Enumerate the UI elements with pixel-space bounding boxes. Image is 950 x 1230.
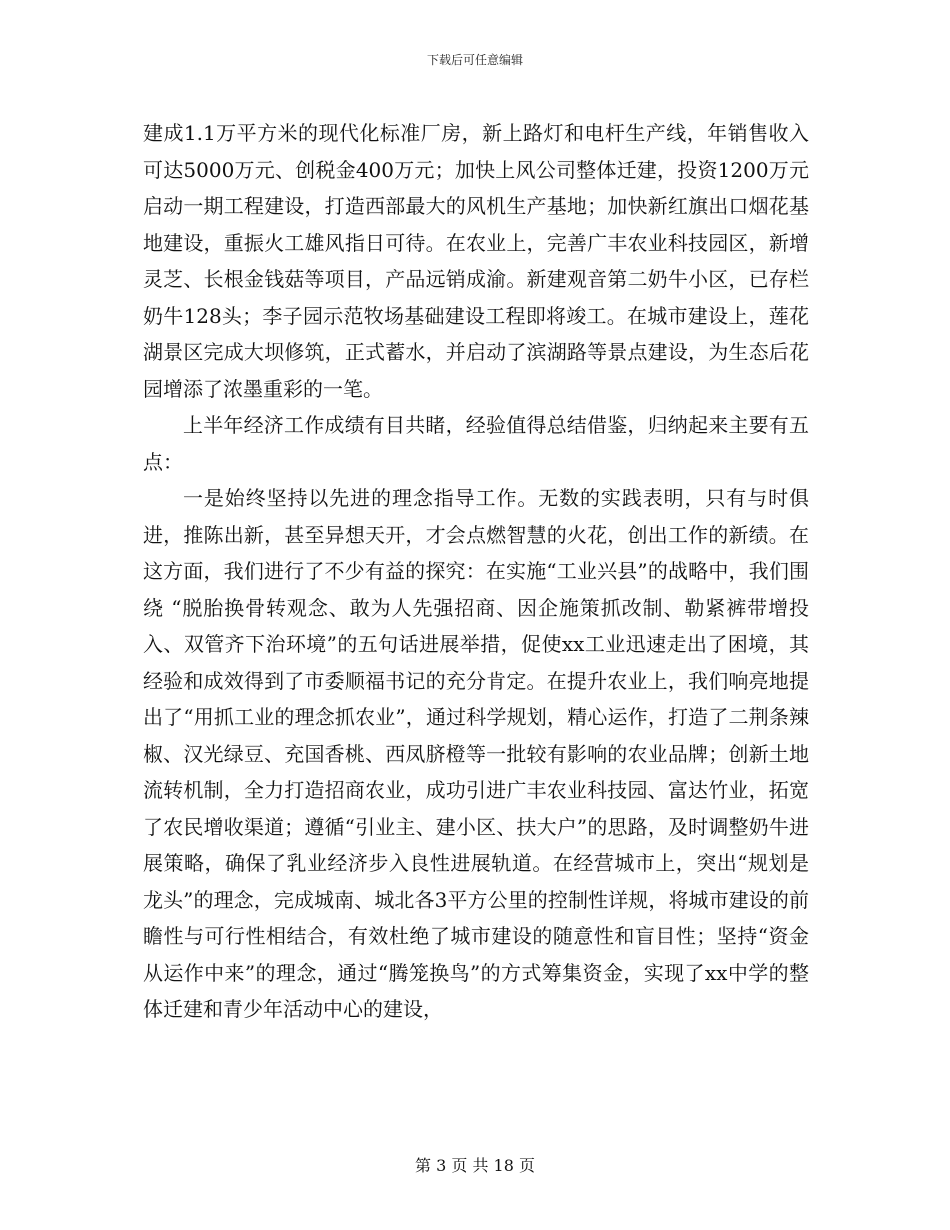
page-number: 第 3 页 共 18 页 (415, 1156, 535, 1175)
page-header-note: 下载后可任意编辑 (426, 53, 523, 67)
document-body (143, 115, 809, 1028)
paragraph-summary: 上半年经济工作成绩有目共睹，经验值得总结借鉴，归纳起来主要有五点： (143, 413, 809, 474)
paragraph-point-one: 一是始终坚持以先进的理念指导工作。无数的实践表明，只有与时俱进，推陈出新，甚至异想天开，才会点燃智慧的火花，创出工作的新绩。在这方面，我们进行了不少有益的探究：在实施“工业兴县”的战略中，我们围绕 “脱胎换骨转观念、敢为人先强招商、因企施策抓改制、勒紧裤带增投入、双管齐下治环境”的五句话进展举措，促使xx工业迅速走出了困境，其经验和成效得到了市委顺福书记的充分肯定。在提升农业上，我们响亮地提出了“用抓工业的理念抓农业”，通过科学规划，精心运作，打造了二荆条辣椒、汉光绿豆、充国香桃、西凤脐橙等一批较有影响的农业品牌；创新土地流转机制，全力打造招商农业，成功引进广丰农业科技园、富达竹业，拓宽了农民增收渠道；遵循“引业主、建小区、扶大户”的思路，及时调整奶牛进展策略，确保了乳业经济步入良性进展轨道。在经营城市上，突出“规划是龙头”的理念，完成城南、城北各3平方公里的控制性详规，将城市建设的前瞻性与可行性相结合，有效杜绝了城市建设的随意性和盲目性；坚持“资金从运作中来”的理念，通过“腾笼换鸟”的方式筹集资金，实现了xx中学的整体迁建和青少年活动中心的建设， (143, 486, 809, 1021)
paragraph-continued: 建成1.1万平方米的现代化标准厂房，新上路灯和电杆生产线，年销售收入可达5000万元、创税金400万元；加快上风公司整体迁建，投资1200万元启动一期工程建设，打造西部最大的风机生产基地；加快新红旗出口烟花基地建设，重振火工雄风指日可待。在农业上，完善广丰农业科技园区，新增灵芝、长根金钱菇等项目，产品远销成渝。新建观音第二奶牛小区，已存栏奶牛128头；李子园示范牧场基础建设工程即将竣工。在城市建设上，莲花湖景区完成大坝修筑，正式蓄水，并启动了滨湖路等景点建设，为生态后花园增添了浓墨重彩的一笔。 (143, 121, 809, 401)
